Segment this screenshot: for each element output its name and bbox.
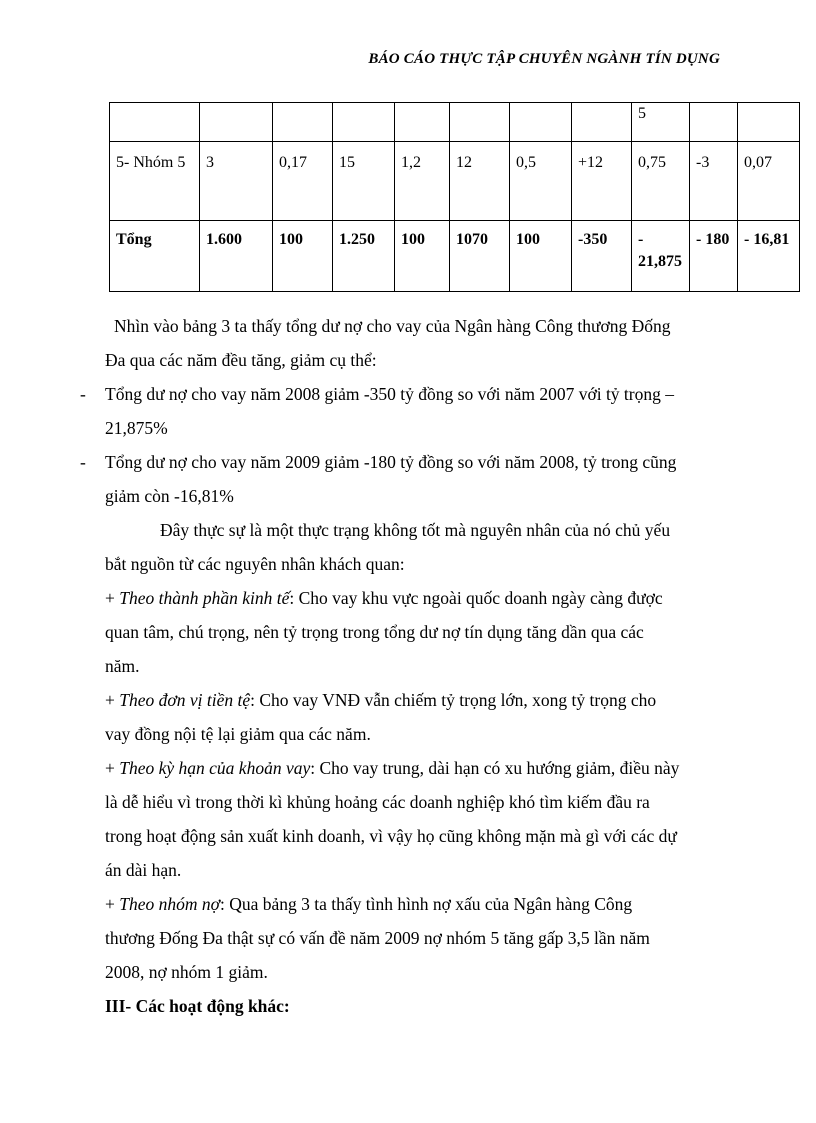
table-cell: - 180 xyxy=(690,221,738,292)
table-cell: +12 xyxy=(572,142,632,221)
paragraph-line: thương Đống Đa thật sự có vấn đề năm 2009 nợ nhóm 5 tăng gấp 3,5 lần năm xyxy=(105,928,650,948)
table-cell xyxy=(510,103,572,142)
section-title: Theo kỳ hạn của khoản vay xyxy=(119,758,311,778)
bullet-line: giảm còn -16,81% xyxy=(105,486,234,506)
table-cell: 12 xyxy=(450,142,510,221)
section-line xyxy=(105,690,656,711)
table-cell: 100 xyxy=(510,221,572,292)
table-cell xyxy=(273,103,333,142)
paragraph-line: 2008, nợ nhóm 1 giảm. xyxy=(105,962,268,982)
table-cell: 100 xyxy=(395,221,450,292)
table-row-total xyxy=(110,221,800,292)
bullet-mark: - xyxy=(80,384,86,404)
table-cell: - 16,81 xyxy=(738,221,800,292)
paragraph-line: Nhìn vào bảng 3 ta thấy tổng dư nợ cho vay của Ngân hàng Công thương Đống xyxy=(114,316,671,336)
table-cell: -3 xyxy=(690,142,738,221)
paragraph-line: vay đồng nội tệ lại giảm qua các năm. xyxy=(105,724,371,744)
section-text: : Cho vay khu vực ngoài quốc doanh ngày càng được xyxy=(289,588,663,608)
table-cell: 0,5 xyxy=(510,142,572,221)
table-cell xyxy=(395,103,450,142)
table-cell xyxy=(110,103,200,142)
table-cell: -350 xyxy=(572,221,632,292)
table-cell: Tổng xyxy=(110,221,200,292)
section-title: Theo thành phần kinh tế xyxy=(119,588,290,608)
paragraph-line: trong hoạt động sản xuất kinh doanh, vì vậy họ cũng không mặn mà gì với các dự xyxy=(105,826,677,846)
bullet-mark: - xyxy=(80,452,86,472)
bullet-line: Tổng dư nợ cho vay năm 2008 giảm -350 tỷ đồng so với năm 2007 với tỷ trọng – xyxy=(105,384,674,404)
paragraph-line: là dễ hiểu vì trong thời kì khủng hoảng các doanh nghiệp khó tìm kiếm đầu ra xyxy=(105,792,650,812)
plus-mark: + xyxy=(105,690,120,710)
section-text: : Cho vay trung, dài hạn có xu hướng giảm, điều này xyxy=(310,758,680,778)
bullet-line: 21,875% xyxy=(105,418,168,438)
plus-mark: + xyxy=(105,758,120,778)
table-row xyxy=(110,142,800,221)
section-line xyxy=(105,894,632,915)
paragraph-line: năm. xyxy=(105,656,140,676)
section-line xyxy=(105,758,679,779)
table-cell: 15 xyxy=(333,142,395,221)
plus-mark: + xyxy=(105,588,120,608)
page-header: BÁO CÁO THỰC TẬP CHUYÊN NGÀNH TÍN DỤNG xyxy=(368,51,720,67)
table-cell: 5- Nhóm 5 xyxy=(110,142,200,221)
paragraph-line: bắt nguồn từ các nguyên nhân khách quan: xyxy=(105,554,405,574)
table-cell: - 21,875 xyxy=(632,221,690,292)
section-text: : Qua bảng 3 ta thấy tình hình nợ xấu của Ngân hàng Công xyxy=(219,894,633,914)
table-row xyxy=(110,103,800,142)
table-cell xyxy=(572,103,632,142)
section-title: Theo đơn vị tiền tệ xyxy=(119,690,251,710)
table-cell: 100 xyxy=(273,221,333,292)
paragraph-line: quan tâm, chú trọng, nên tỷ trọng trong tổng dư nợ tín dụng tăng dần qua các xyxy=(105,622,644,642)
section-title: Theo nhóm nợ xyxy=(119,894,220,914)
table-cell xyxy=(200,103,273,142)
table-cell: 1.600 xyxy=(200,221,273,292)
table-cell: 0,17 xyxy=(273,142,333,221)
table-cell xyxy=(738,103,800,142)
paragraph-line: Đây thực sự là một thực trạng không tốt mà nguyên nhân của nó chủ yếu xyxy=(160,520,671,540)
table-cell: 1.250 xyxy=(333,221,395,292)
bullet-line: Tổng dư nợ cho vay năm 2009 giảm -180 tỷ đồng so với năm 2008, tỷ trong cũng xyxy=(105,452,677,472)
table-cell: 0,07 xyxy=(738,142,800,221)
table-cell: 1070 xyxy=(450,221,510,292)
table-cell: 0,75 xyxy=(632,142,690,221)
paragraph-line: Đa qua các năm đều tăng, giảm cụ thể: xyxy=(105,350,377,370)
table-cell: 1,2 xyxy=(395,142,450,221)
section-heading: III- Các hoạt động khác: xyxy=(105,996,290,1016)
table-cell xyxy=(690,103,738,142)
section-line xyxy=(105,588,663,609)
table-cell: 5 xyxy=(632,103,690,142)
table-cell xyxy=(450,103,510,142)
table-cell xyxy=(333,103,395,142)
plus-mark: + xyxy=(105,894,120,914)
loan-table xyxy=(109,102,800,292)
section-text: : Cho vay VNĐ vẫn chiếm tỷ trọng lớn, xong tỷ trọng cho xyxy=(250,690,657,710)
paragraph-line: án dài hạn. xyxy=(105,860,182,880)
table-cell: 3 xyxy=(200,142,273,221)
